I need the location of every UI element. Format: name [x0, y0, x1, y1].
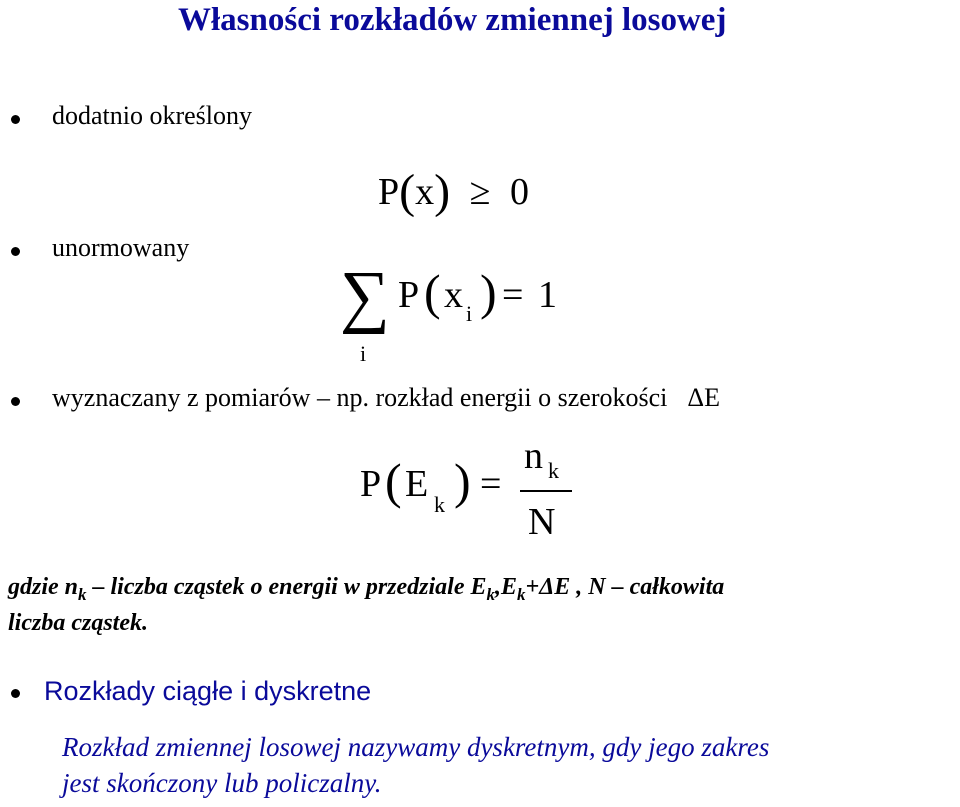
bullet-measured	[52, 383, 720, 413]
paren-close: )	[480, 264, 497, 320]
definition-line2: jest skończony lub policzalny.	[62, 768, 382, 798]
bullet-dot	[11, 247, 20, 256]
page-title: Własności rozkładów zmiennej losowej	[178, 2, 727, 38]
formula-p: P	[398, 274, 420, 316]
note-sub: k	[78, 584, 87, 604]
bullet-positive-definite: dodatnio określony	[52, 101, 253, 130]
formula-p: P	[378, 171, 400, 213]
formula-sub-i: i	[466, 301, 473, 326]
fraction-bar	[520, 490, 572, 492]
note-text: ,E	[495, 574, 518, 600]
sum-symbol: ∑	[340, 258, 390, 335]
formula-sub-k: k	[434, 492, 445, 517]
formula-zero: 0	[509, 171, 529, 213]
definition-note-line2: liczba cząstek.	[8, 610, 148, 636]
formula-x: x	[415, 171, 435, 213]
fraction-denominator: N	[528, 501, 556, 543]
note-sub: k	[517, 584, 526, 604]
bullet-normalized: unormowany	[52, 233, 190, 262]
bullet-dot	[11, 115, 20, 124]
delta-e-label: ΔE	[687, 383, 720, 412]
note-sub: k	[486, 584, 495, 604]
bullet-dot	[11, 689, 20, 698]
paren-close: )	[454, 453, 471, 509]
equals-symbol: =	[480, 463, 502, 505]
fraction-numerator: n	[524, 435, 543, 477]
formula-nonnegative	[378, 161, 529, 216]
definition-line1: Rozkład zmiennej losowej nazywamy dyskretnym, gdy jego zakres	[62, 732, 770, 762]
formula-x: x	[444, 274, 463, 316]
paren-open: (	[424, 264, 441, 320]
note-text: +ΔE , N – całkowita	[525, 574, 725, 600]
note-text: – liczba cząstek o energii w przedziale E	[86, 574, 487, 600]
bullet-dot	[11, 397, 20, 406]
numerator-sub-k: k	[548, 458, 559, 483]
note-text: gdzie n	[8, 574, 79, 600]
formula-one: 1	[538, 274, 557, 316]
formula-e: E	[405, 463, 429, 505]
definition-note	[8, 574, 724, 605]
equals-symbol: =	[502, 274, 524, 316]
paren-open: (	[399, 165, 416, 218]
sum-index: i	[360, 341, 367, 366]
section-heading: Rozkłady ciągłe i dyskretne	[44, 676, 372, 706]
formula-p: P	[360, 463, 382, 505]
bullet-measured-label: wyznaczany z pomiarów – np. rozkład energii o szerokości	[52, 383, 668, 412]
paren-close: )	[434, 165, 451, 218]
paren-open: (	[385, 453, 402, 509]
geq-symbol: ≥	[469, 171, 491, 213]
